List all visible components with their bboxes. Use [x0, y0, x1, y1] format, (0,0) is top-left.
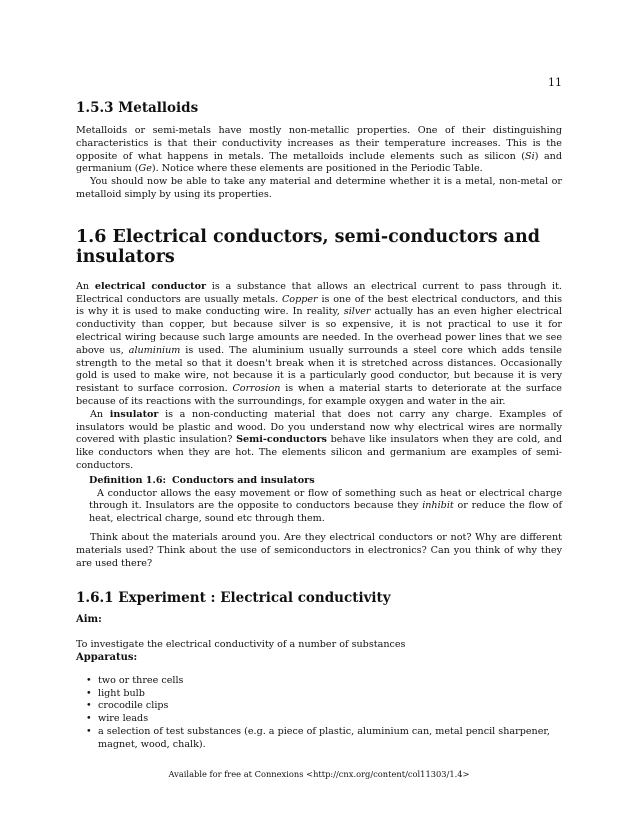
page-number: 11	[548, 76, 562, 89]
apparatus-list	[76, 675, 562, 752]
definition-text: A conductor allows the easy movement or flow of something such as heat or electrical charge through it. Insulators are the opposite to conductors because they inhibit or reduce the flow of heat, electrical charge, sound etc through them.	[89, 487, 562, 525]
section-heading-conductors: 1.6 Electrical conductors, semi-conductors and insulators	[76, 226, 540, 267]
definition-box	[89, 475, 562, 526]
metalloids-paragraph-1: Metalloids or semi-metals have mostly non-metallic properties. One of their distinguishing characteristics is that their conductivity increases as their temperature increases. This is the opposite of what happens in metals. The metalloids include elements such as silicon (Si) and germanium (Ge). Notice where these elements are positioned in the Periodic Table.	[76, 125, 562, 175]
list-item: • crocodile clips	[98, 700, 562, 713]
conductors-paragraph-1: An electrical conductor is a substance that allows an electrical current to pass through it. Electrical conductors are usually metals. Copper is one of the best electrical conductors, and this is why it is used to make conducting wire. In reality, silver actually has an even higher electrical conductivity than copper, but because silver is so expensive, it is not practical to use it for electrical wiring because such large amounts are needed. In the overhead power lines that we see above us, aluminium is used. The aluminium usually surrounds a steel core which adds tensile strength to the metal so that it doesn't break when it is stretched across distances. Occasionally gold is used to make wire, not because it is a particularly good conductor, but because it is very resistant to surface corrosion. Corrosion is when a material starts to deteriorate at the surface because of its reactions with the surroundings, for example oxygen and water in the air.	[76, 280, 562, 407]
list-item: • light bulb	[98, 688, 562, 701]
apparatus-label: Apparatus:	[76, 651, 138, 663]
section-heading-experiment: 1.6.1 Experiment : Electrical conductivity	[76, 590, 391, 607]
page-footer: Available for free at Connexions <http://cnx.org/content/col11303/1.4>	[168, 769, 470, 779]
aim-label: Aim:	[76, 614, 102, 626]
think-paragraph: Think about the materials around you. Are they electrical conductors or not? Why are different materials used? Think about the use of semiconductors in electronics? Can you think of why they are used there?	[76, 531, 562, 569]
insulators-paragraph: An insulator is a non-conducting material that does not carry any charge. Examples of insulators would be plastic and wood. Do you understand now why electrical wires are normally covered with plastic insulation? Semi-conductors behave like insulators when they are cold, and like conductors when they are hot. The elements silicon and germanium are examples of semi-conductors.	[76, 408, 562, 471]
metalloids-paragraph-2: You should now be able to take any material and determine whether it is a metal, non-metal or metalloid simply by using its properties.	[76, 176, 562, 200]
section-heading-metalloids: 1.5.3 Metalloids	[76, 100, 199, 116]
page-content	[76, 100, 562, 751]
aim-text: To investigate the electrical conductivity of a number of substances	[76, 639, 406, 651]
list-item: • two or three cells	[98, 675, 562, 688]
list-item: • wire leads	[98, 713, 562, 726]
definition-title: Definition 1.6: Conductors and insulators	[89, 474, 315, 486]
list-item: • a selection of test substances (e.g. a piece of plastic, aluminium can, metal pencil sharpener, magnet, wood, chalk).	[98, 726, 562, 752]
